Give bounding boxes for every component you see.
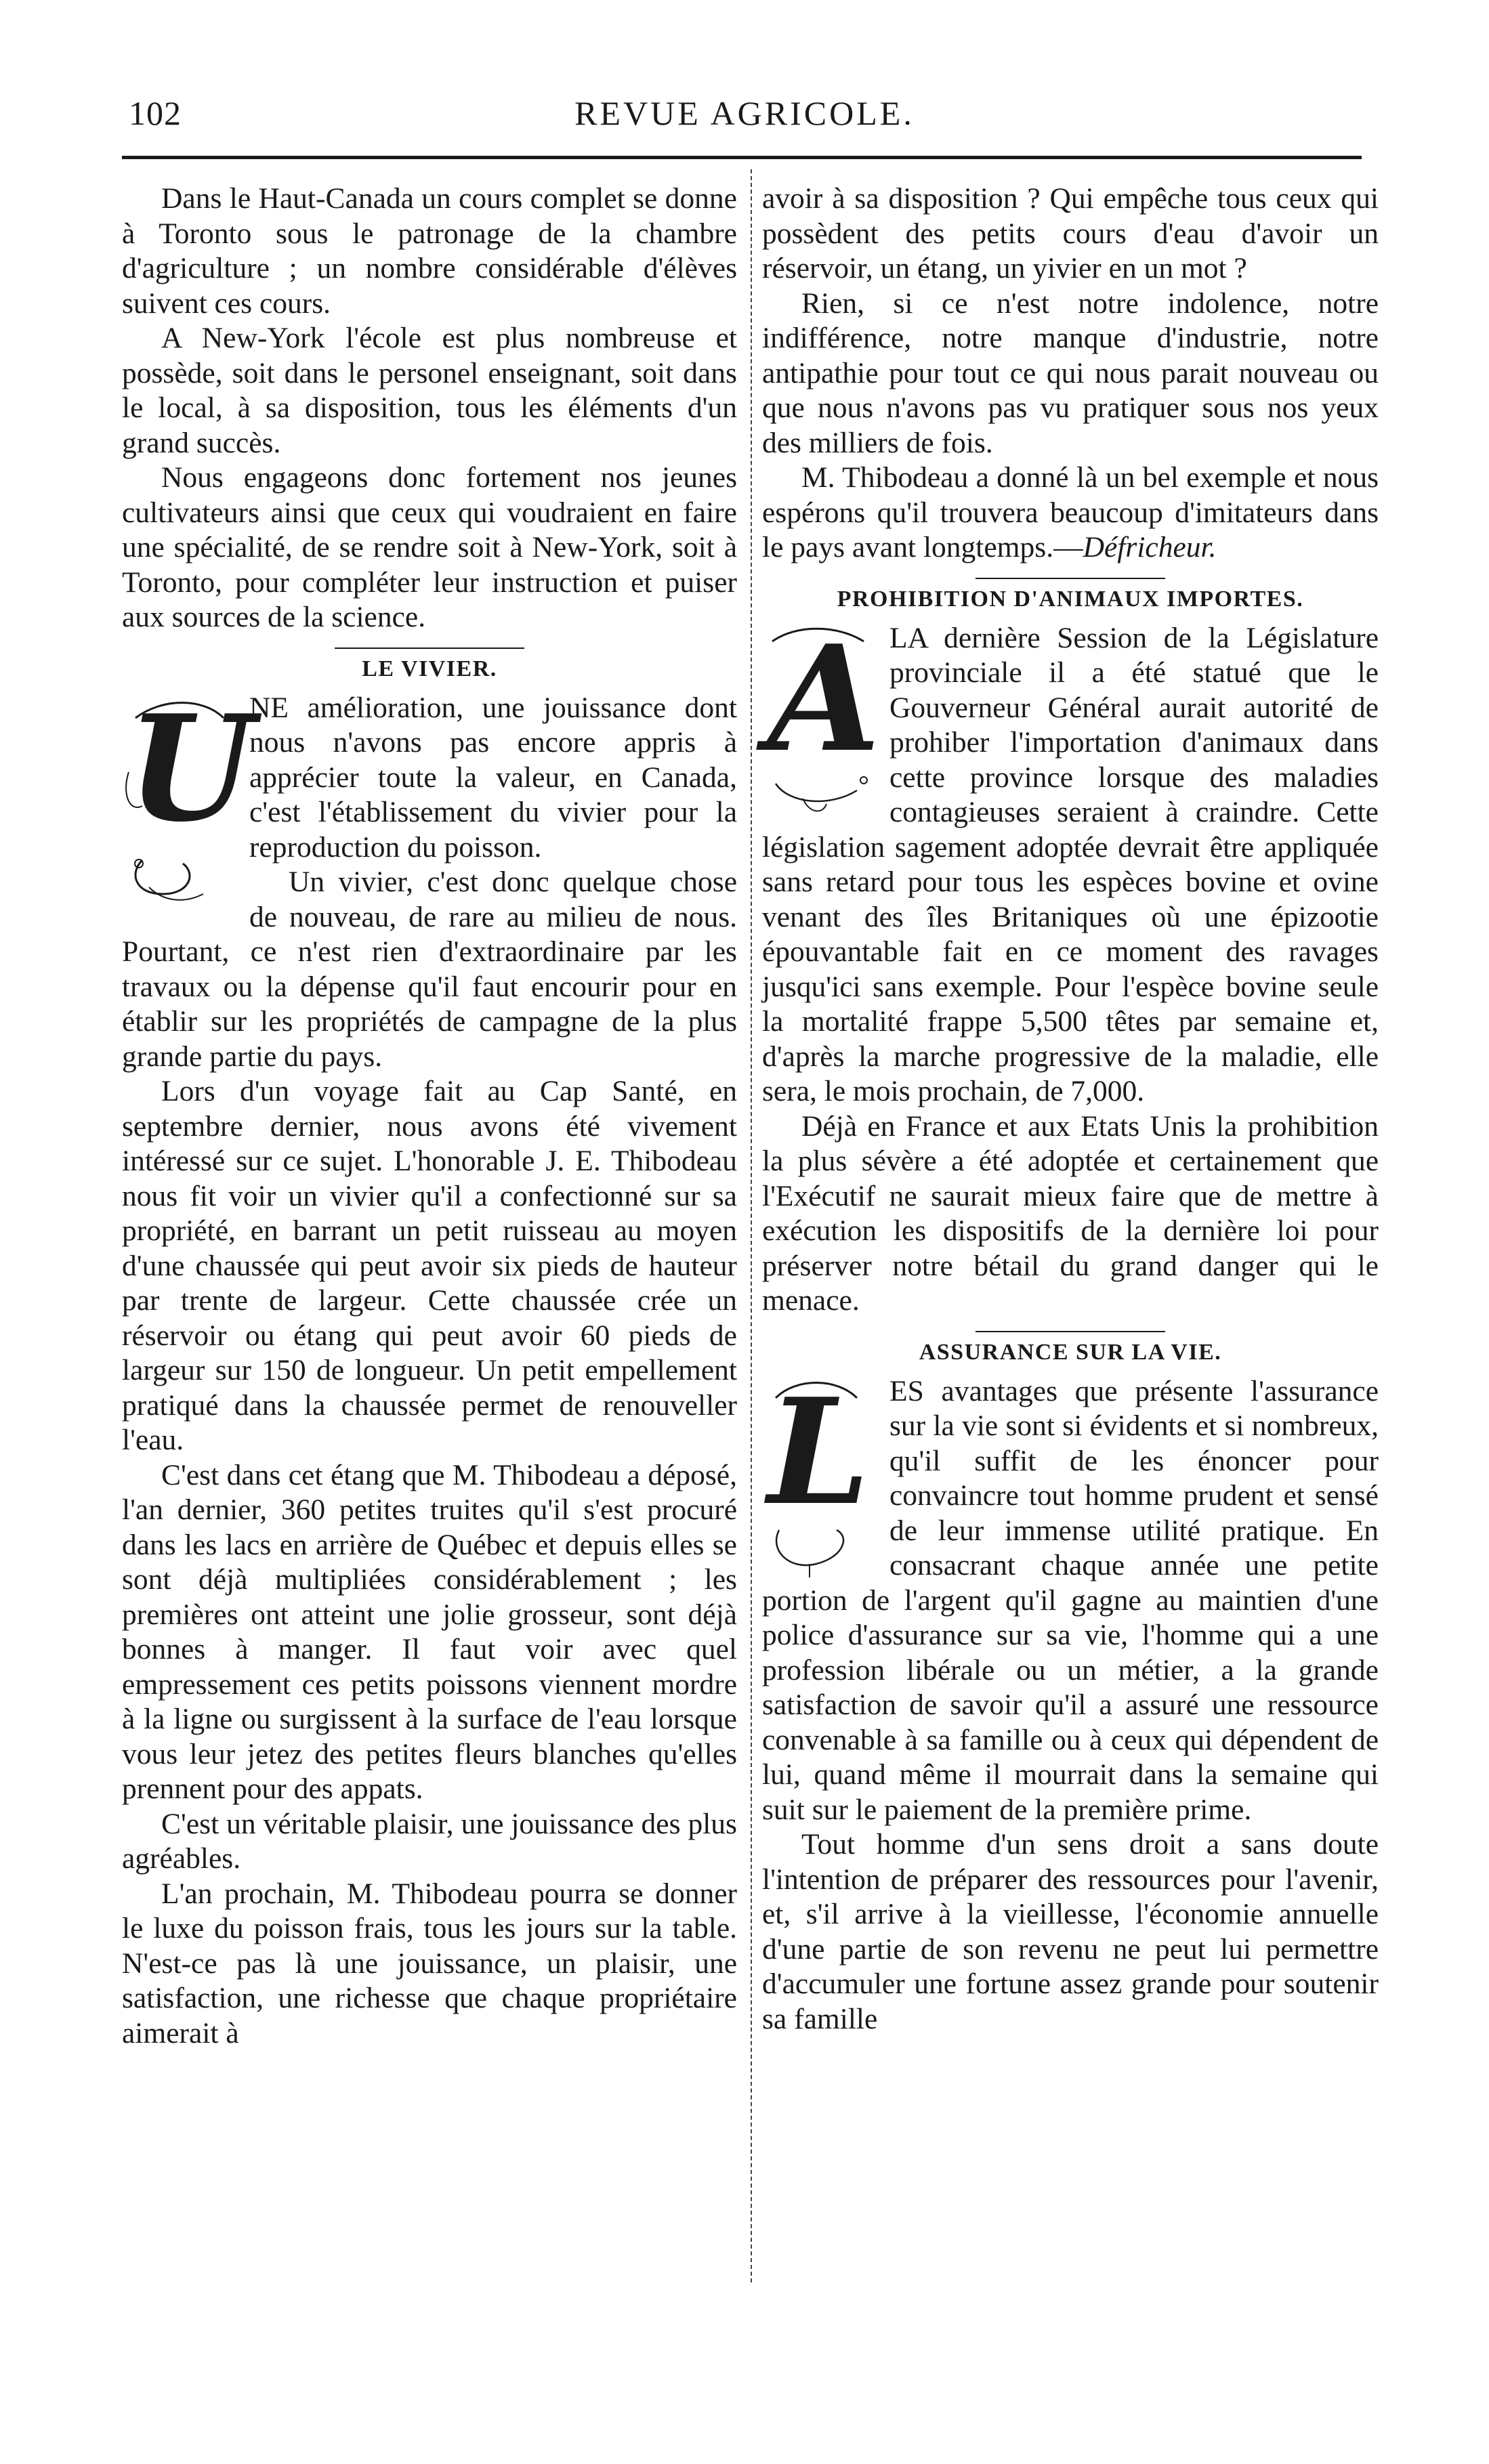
assurance-paragraph: Tout homme d'un sens droit a sans doute l'intention de préparer des ressources pour l'avenir, et, s'il arrive à la vieillesse, l'économie annuelle d'une partie de son revenu ne peut lui permettre d'accumuler une fortune assez grande pour soutenir sa famille — [762, 1828, 1379, 2035]
vivier-title: LE VIVIER. — [362, 656, 497, 681]
vivier-dropcap-ornament — [122, 682, 255, 908]
prohibition-paragraph: Déjà en France et aux Etats Unis la prohibition la plus sévère a été adoptée et certainement que l'Exécutif ne saurait mieux faire que de mettre à exécution les dispositifs de la dernière loi pour préserver notre bétail du grand danger qui le menace. — [762, 1109, 1379, 1317]
vivier-dropcap-letter: U — [127, 682, 255, 854]
vivier-closing-text: M. Thibodeau a donné là un bel exemple et nous espérons qu'il trouvera beaucoup d'imitateurs dans le pays avant longtemps.— — [762, 461, 1379, 564]
vivier-continued-paragraph — [762, 461, 1379, 566]
prohibition-title: PROHIBITION D'ANIMAUX IMPORTES. — [837, 586, 1304, 612]
assurance-opening: ES avantages que présente l'assurance sur la vie sont si évidents et si nombreux, qu'il suffit de les énoncer pour convaincre tout homme prudent et sensé de leur immense utilité pratique. En consacrant chaque année une petite portion de l'argent qu'il gagne au maintien d'une police d'assurance sur sa vie, l'homme qui a une profession libérale ou un métier, a la grande satisfaction de savoir qu'il a assuré une ressource convenable à sa famille ou à ceux qui dépendent de lui, quand même il mourrait dans la semaine qui suit sur le paiement de la première prime. — [762, 1374, 1379, 1826]
header-rule — [122, 156, 1362, 159]
assurance-dropcap-ornament — [762, 1365, 877, 1577]
column-divider — [751, 169, 752, 2282]
vivier-paragraph: L'an prochain, M. Thibodeau pourra se donner le luxe du poisson frais, tous les jours sur la table. N'est-ce pas là une jouissance, un plaisir, une satisfaction, une richesse que chaque propriétaire aimerait à — [122, 1877, 737, 2049]
vivier-signature: Défricheur. — [1083, 531, 1217, 564]
right-column — [762, 182, 1379, 2037]
vivier-paragraph: C'est dans cet étang que M. Thibodeau a déposé, l'an dernier, 360 petites truites qu'il s'est procuré dans les lacs en arrière de Québec et depuis elles se sont déjà multipliées considérablement ; les premières ont atteint une jolie grosseur, sont déjà bonnes à manger. Il faut voir avec quel empressement ces petits poissons viennent mordre à la ligne ou surgissent à la surface de l'eau lorsque vous leur jetez des petites fleurs blanches qu'elles prennent pour des appats. — [122, 1458, 737, 1805]
section-rule — [976, 1331, 1165, 1332]
intro-paragraph: Dans le Haut-Canada un cours complet se donne à Toronto sous le patronage de la chambre d'agriculture ; un nombre considérable d'élèves suivent ces cours. — [122, 182, 737, 320]
assurance-dropcap-letter: L — [768, 1365, 871, 1537]
prohibition-opening: LA dernière Session de la Législature provinciale il a été statué que le Gouverneur Général aurait autorité de prohiber l'importation d'animaux dans cette province lorsque des maladies contagieuses seraient à craindre. Cette législation sagement adoptée devrait être appliquée sans retard pour tous les espèces bovine et ovine venant des îles Britaniques où une épizootie épouvantable fait en ce moment des ravages jusqu'ici sans exemple. Pour l'espèce bovine seule la mortalité frappe 5,500 têtes par semaine et, d'après la marche progressive de la maladie, elle sera, le mois prochain, de 7,000. — [762, 621, 1379, 1107]
page-number: 102 — [129, 94, 182, 132]
journal-title: REVUE AGRICOLE. — [574, 94, 915, 132]
vivier-paragraph: Lors d'un voyage fait au Cap Santé, en septembre dernier, nous avons été vivement intéressé sur ce sujet. L'honorable J. E. Thibodeau nous fit voir un vivier qu'il a confectionné sur sa propriété, en barrant un petit ruisseau au moyen d'une chaussée qui peut avoir six pieds de hauteur par trente de largeur. Cette chaussée crée un réservoir ou étang qui peut avoir 60 pieds de largeur sur 150 de longueur. Un petit empellement pratiqué dans la chaussée permet de renouveller l'eau. — [122, 1075, 737, 1456]
vivier-continued-paragraph: avoir à sa disposition ? Qui empêche tous ceux qui possèdent des petits cours d'eau d'avoir un réservoir, un étang, un yivier en un mot ? — [762, 182, 1379, 284]
vivier-opening: NE amélioration, une jouissance dont nous n'avons pas encore appris à apprécier toute la valeur, en Canada, c'est l'établissement du vivier pour la reproduction du poisson. — [249, 691, 737, 864]
left-column — [122, 182, 737, 2051]
vivier-paragraph: Un vivier, c'est donc quelque chose de nouveau, de rare au milieu de nous. Pourtant, ce n'est rien d'extraordinaire par les travaux ou la dépense qu'il faut encourir pour en établir sur les propriétés de campagne de la plus grande partie du pays. — [122, 866, 737, 1073]
section-rule — [335, 647, 524, 649]
section-rule — [976, 578, 1165, 579]
intro-paragraph: Nous engageons donc fortement nos jeunes cultivateurs ainsi que ceux qui voudraient en faire une spécialité, de se rendre soit à New-York, soit à Toronto, pour compléter leur instruction et puiser aux sources de la science. — [122, 461, 737, 633]
vivier-paragraph: C'est un véritable plaisir, une jouissance des plus agréables. — [122, 1807, 737, 1875]
assurance-title: ASSURANCE SUR LA VIE. — [919, 1339, 1222, 1365]
prohibition-dropcap-letter: A — [768, 612, 881, 784]
prohibition-dropcap-ornament — [762, 612, 881, 824]
vivier-continued-paragraph: Rien, si ce n'est notre indolence, notre indifférence, notre manque d'industrie, notre antipathie pour tout ce qui nous parait nouveau ou que nous n'avons pas vu pratiquer sous nos yeux des milliers de fois. — [762, 286, 1379, 459]
intro-paragraph: A New-York l'école est plus nombreuse et possède, soit dans le personel enseignant, soit dans le local, à sa disposition, tous les éléments d'un grand succès. — [122, 322, 737, 459]
